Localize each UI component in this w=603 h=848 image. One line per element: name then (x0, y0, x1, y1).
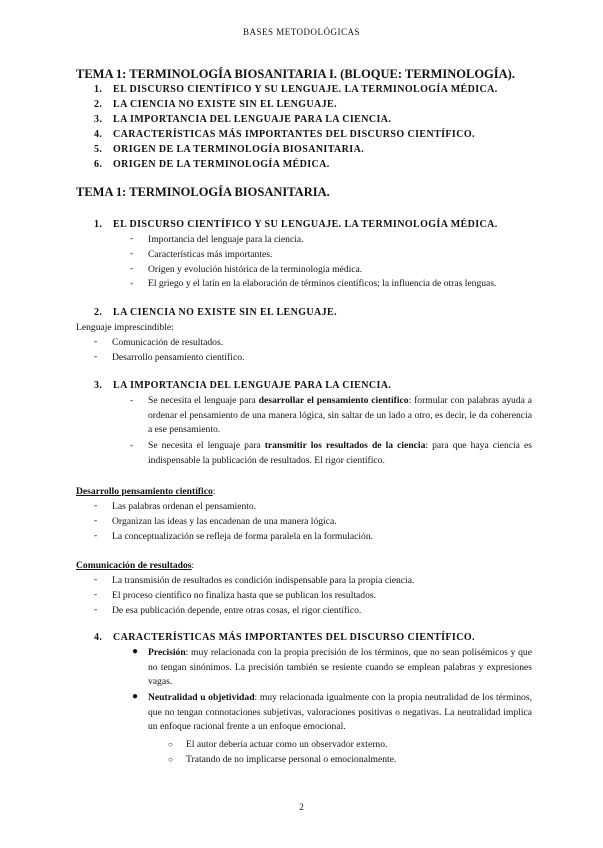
emphasis: Neutralidad u objetividad (148, 692, 255, 703)
dash-marker: - (130, 278, 134, 289)
comunicacion-heading (76, 558, 194, 573)
toc-label: ORIGEN DE LA TERMINOLOGÍA BIOSANITARIA. (113, 144, 365, 155)
dash-marker: - (130, 395, 134, 406)
toc-num: 6. (94, 159, 103, 170)
section-3-paragraph-1 (148, 394, 532, 438)
circle-bullet-icon: ○ (168, 755, 173, 764)
toc-item (94, 159, 330, 170)
section-title: CARACTERÍSTICAS MÁS IMPORTANTES DEL DISCURSO CIENTÍFICO. (113, 632, 475, 643)
toc-label: LA IMPORTANCIA DEL LENGUAJE PARA LA CIENCIA. (113, 114, 392, 125)
section-2-intro: Lenguaje imprescindible: (76, 322, 174, 333)
toc-label: EL DISCURSO CIENTÍFICO Y SU LENGUAJE. LA TERMINOLOGÍA MÉDICA. (113, 84, 498, 95)
toc-label: LA CIENCIA NO EXISTE SIN EL LENGUAJE. (113, 99, 338, 110)
list-item: Características más importantes. (148, 249, 273, 260)
section-num: 2. (94, 307, 103, 318)
text-run: : para que haya ciencia es indispensable la publicación de resultados. El rigor científico. (148, 440, 532, 466)
dash-marker: - (94, 589, 98, 600)
toc-label: CARACTERÍSTICAS MÁS IMPORTANTES DEL DISCURSO CIENTÍFICO. (113, 129, 475, 140)
list-item: La conceptualización se refleja de forma paralela en la formulación. (112, 531, 374, 542)
toc-item (94, 114, 392, 125)
list-item: Tratando de no implicarse personal o emocionalmente. (186, 754, 397, 765)
subheading: Desarrollo pensamiento científico (76, 486, 213, 497)
body-title: TEMA 1: TERMINOLOGÍA BIOSANITARIA. (76, 185, 330, 199)
emphasis: Precisión (148, 647, 186, 658)
text-run: Se necesita el lenguaje para (148, 395, 259, 406)
list-item: La transmisión de resultados es condición indispensable para la propia ciencia. (112, 575, 415, 586)
text-run: Se necesita el lenguaje para (148, 440, 265, 451)
desarrollo-heading (76, 484, 215, 499)
text-run: : muy relacionada con la propia precisión de los términos, que no sean polisémicos y que no tengan sinónimos. La precisión también se resiente cuando se emplean palabras y expresiones vagas. (148, 647, 532, 687)
list-item: Las palabras ordenan el pensamiento. (112, 501, 257, 512)
dash-marker: - (94, 500, 98, 511)
dash-marker: - (130, 440, 134, 451)
dash-marker: - (130, 233, 134, 244)
list-item: Comunicación de resultados. (112, 337, 224, 348)
list-item: Origen y evolución histórica de la terminología médica. (148, 264, 363, 275)
dash-marker: - (130, 248, 134, 259)
section-num: 1. (94, 219, 103, 230)
section-4-item-precision (148, 646, 532, 690)
toc-num: 2. (94, 99, 103, 110)
section-3-paragraph-2 (148, 439, 532, 468)
running-header: BASES METODOLÓGICAS (242, 27, 361, 37)
page-number: 2 (299, 802, 304, 812)
dash-marker: - (94, 574, 98, 585)
section-num: 4. (94, 632, 103, 643)
toc-num: 1. (94, 84, 103, 95)
section-4-heading (94, 632, 475, 643)
dash-marker: - (94, 515, 98, 526)
section-3-heading (94, 380, 392, 391)
toc-item (94, 84, 498, 95)
dash-marker: - (130, 263, 134, 274)
toc-title: TEMA 1: TERMINOLOGÍA BIOSANITARIA I. (BLOQUE: TERMINOLOGÍA). (76, 67, 515, 81)
list-item: El proceso científico no finaliza hasta que se publican los resultados. (112, 590, 377, 601)
text-run: : muy relacionada igualmente con la propia neutralidad de los términos, que no tengan connotaciones subjetivas, valoraciones positivas o negativas. La neutralidad implica un enfoque racional frente a un enfoque emocional. (148, 692, 532, 732)
toc-item (94, 144, 365, 155)
list-item: Importancia del lenguaje para la ciencia. (148, 234, 304, 245)
section-1-heading (94, 219, 498, 230)
toc-item (94, 99, 338, 110)
dash-marker: - (94, 351, 98, 362)
dash-marker: - (94, 604, 98, 615)
subheading: Comunicación de resultados (76, 560, 192, 571)
list-item: El autor debería actuar como un observador externo. (186, 739, 388, 750)
list-item: De esa publicación depende, entre otras cosas, el rigor científico. (112, 605, 362, 616)
bullet-dot-icon: ● (132, 646, 139, 657)
text-run: : formular con palabras ayuda a ordenar el pensamiento de una manera lógica, sin saltar de un lado a otro, es decir, le da coherencia a ese pensamiento. (148, 395, 533, 435)
circle-bullet-icon: ○ (168, 740, 173, 749)
list-item: El griego y el latín en la elaboración de términos científicos; la influencia de otras lenguas. (148, 278, 497, 289)
toc-num: 5. (94, 144, 103, 155)
dash-marker: - (94, 336, 98, 347)
toc-num: 3. (94, 114, 103, 125)
list-item: Organizan las ideas y las encadenan de una manera lógica. (112, 516, 337, 527)
toc-label: ORIGEN DE LA TERMINOLOGÍA MÉDICA. (113, 159, 330, 170)
text-run: : (191, 560, 195, 571)
emphasis: desarrollar el pensamiento científico (258, 395, 409, 406)
bullet-dot-icon: ● (132, 691, 139, 702)
toc-item (94, 129, 475, 140)
section-num: 3. (94, 380, 103, 391)
list-item: Desarrollo pensamiento científico. (112, 352, 245, 363)
dash-marker: - (94, 530, 98, 541)
section-4-item-neutralidad (148, 691, 532, 735)
section-title: LA CIENCIA NO EXISTE SIN EL LENGUAJE. (113, 307, 338, 318)
text-run: : (212, 486, 216, 497)
section-2-heading (94, 307, 338, 318)
toc-num: 4. (94, 129, 103, 140)
section-title: LA IMPORTANCIA DEL LENGUAJE PARA LA CIENCIA. (113, 380, 392, 391)
emphasis: transmitir los resultados de la ciencia (264, 440, 426, 451)
section-title: EL DISCURSO CIENTÍFICO Y SU LENGUAJE. LA TERMINOLOGÍA MÉDICA. (113, 219, 498, 230)
